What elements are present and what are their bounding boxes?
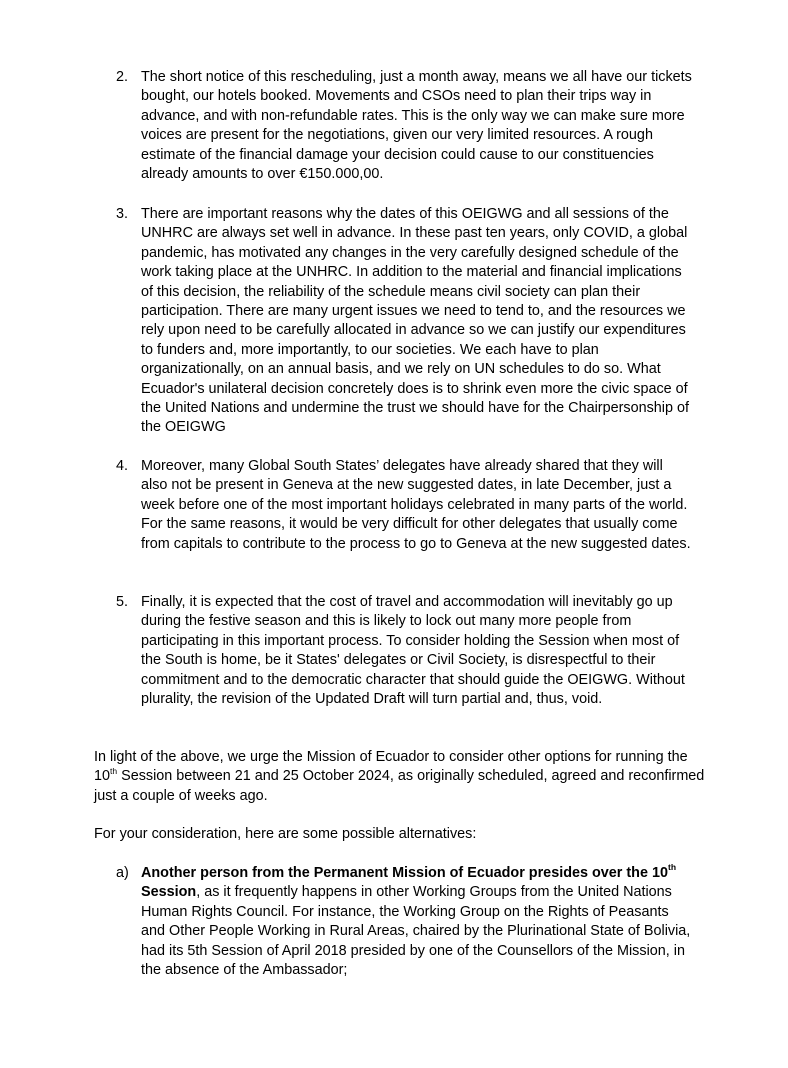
list-number: 5. <box>116 594 129 610</box>
list-number: 2. <box>116 69 129 85</box>
ordinal-suffix: th <box>110 765 118 776</box>
list-item-text: Moreover, many Global South States’ delegates have already shared that they will also not be present in Geneva at the new suggested dates, in late December, just a week before one of the most important holidays celebrated in many parts of the world. For the same reasons, it would be very difficult for other delegates that usually come from capitals to contribute to the process to go to Geneva at the new suggested dates. <box>141 458 691 552</box>
urge-text-start: In light of the above, we urge the Mission of Ecuador to consider other options for running the 10 <box>94 749 688 785</box>
list-item-text: The short notice of this rescheduling, just a month away, means we all have our tickets bought, our hotels booked. Movements and CSOs need to plan their trips way in advance, and with non-refundable rates. This is the only way we can make sure more voices are present for the negotiations, given our very limited resources. A rough estimate of the financial damage your decision could cause to our constituencies already amounts to over €150.000,00. <box>141 69 692 183</box>
urge-paragraph <box>94 748 714 806</box>
urge-text-end: Session between 21 and 25 October 2024, as originally scheduled, agreed and reconfirmed just a couple of weeks ago. <box>94 768 705 804</box>
list-number: 3. <box>116 206 129 222</box>
list-item-text: There are important reasons why the dates of this OEIGWG and all sessions of the UNHRC are always set well in advance. In these past ten years, only COVID, a global pandemic, has motivated any changes in the very carefully designed schedule of the work taking place at the UNHRC. In addition to the material and financial implications of this decision, the reliability of the schedule means civil society can plan their participation. There are many urgent issues we need to tend to, and the resources we rely upon need to be carefully allocated in advance so we can justify our expenditures to funders and, more importantly, to our societies. We each have to plan organizationally, on an annual basis, and we rely on UN schedules to do so. What Ecuador's unilateral decision concretely does is to shrink even more the civic space of the United Nations and undermine the trust we should have for the Chairpersonship of the OEIGWG <box>141 206 689 436</box>
alternative-a-text <box>141 864 693 980</box>
alternative-a-body: , as it frequently happens in other Working Groups from the United Nations Human Rights Council. For instance, the Working Group on the Rights of Peasants and Other People Working in Rural Areas, chaired by the Plurinational State of Bolivia, had its 5th Session of April 2018 presided by one of the Counsellors of the Mission, in the absence of the Ambassador; <box>141 884 691 979</box>
alternatives-intro: For your consideration, here are some possible alternatives: <box>94 826 477 842</box>
list-number: 4. <box>116 458 129 474</box>
list-item-text: Finally, it is expected that the cost of travel and accommodation will inevitably go up during the festive season and this is likely to lock out many more people from participating in this important process. To consider holding the Session when most of the South is home, be it States' delegates or Civil Society, is disrespectful to their commitment and to the democratic character that should guide the OEIGWG. Without plurality, the revision of the Updated Draft will turn partial and, thus, void. <box>141 594 685 708</box>
alternative-a-heading: Another person from the Permanent Mission of Ecuador presides over the 10th Session <box>141 862 677 901</box>
list-letter: a) <box>116 865 129 881</box>
